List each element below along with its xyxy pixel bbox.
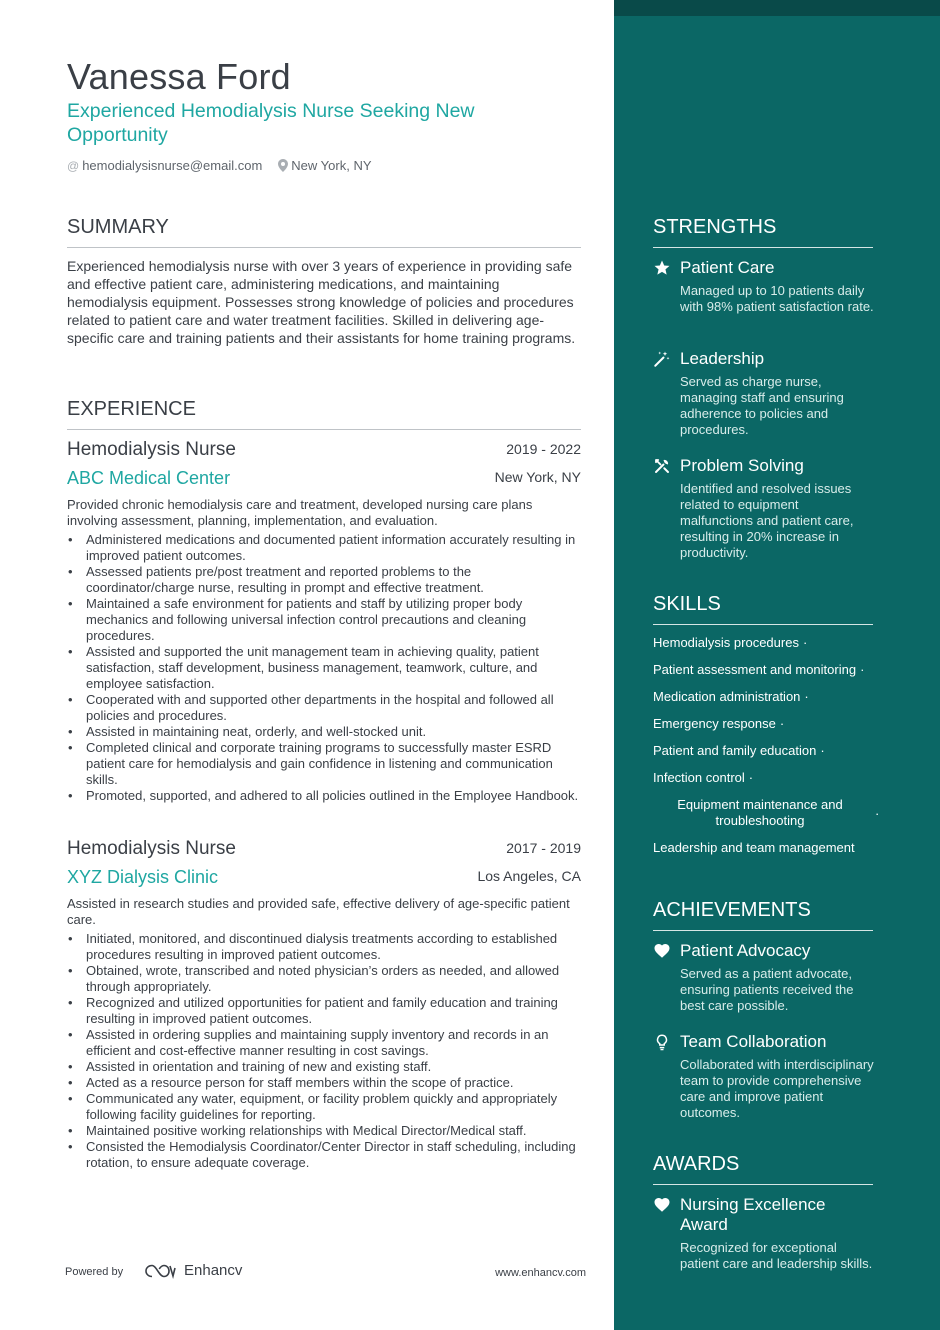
footer-url[interactable]: www.enhancv.com	[495, 1267, 586, 1279]
experience-heading: EXPERIENCE	[67, 398, 581, 430]
strength-desc: Served as charge nurse, managing staff and ensuring adherence to policies and procedures.	[680, 374, 844, 437]
heart-icon	[653, 1196, 671, 1214]
strength-desc: Identified and resolved issues related to equipment malfunctions and patient care, resulting in 20% increase in productivity.	[680, 481, 854, 560]
awards-heading: AWARDS	[653, 1153, 873, 1185]
job-location: Los Angeles, CA	[477, 868, 581, 884]
list-item: • Assisted and supported the unit management team in achieving quality, patient satisfaction, staff development, business management, teamwork, culture, and employee satisfaction.	[67, 644, 581, 692]
summary-heading: SUMMARY	[67, 216, 581, 248]
achievements-heading: ACHIEVEMENTS	[653, 899, 873, 931]
strengths-heading: STRENGTHS	[653, 216, 873, 248]
list-item: • Assisted in ordering supplies and maintaining supply inventory and records in an efficient and cost-effective manner resulting in cost savings.	[67, 1027, 581, 1059]
list-item: • Consisted the Hemodialysis Coordinator/Center Director in staff scheduling, including rotation, to ensure adequate coverage.	[67, 1139, 581, 1171]
achievement-title: Patient Advocacy	[680, 941, 811, 960]
achievement-title: Team Collaboration	[680, 1032, 827, 1051]
skill-item	[653, 689, 809, 704]
sidebar-top-band	[614, 0, 940, 16]
skill-item: Equipment maintenance and troubleshooting	[677, 797, 843, 828]
skill-item	[653, 743, 825, 758]
list-item: • Assisted in maintaining neat, orderly, and well-stocked unit.	[67, 724, 581, 740]
skill-label: Patient assessment and monitoring	[653, 662, 857, 677]
map-pin-icon	[278, 159, 288, 172]
job-dates: 2017 - 2019	[506, 840, 581, 856]
job-company: ABC Medical Center	[67, 468, 231, 488]
skill-separator: ·	[804, 689, 809, 704]
location	[278, 158, 371, 173]
job-role: Hemodialysis Nurse	[67, 439, 236, 460]
job-description: Assisted in research studies and provided safe, effective delivery of age-specific patient care.	[67, 896, 570, 927]
strength-title: Leadership	[680, 349, 765, 368]
skill-separator: ·	[802, 635, 808, 650]
list-item: • Acted as a resource person for staff members within the scope of practice.	[67, 1075, 581, 1091]
skill-separator: ·	[820, 743, 825, 758]
skill-item	[653, 635, 807, 650]
skill-separator: ·	[860, 662, 865, 677]
job-bullets	[67, 532, 581, 804]
list-item: • Assisted in orientation and training of new and existing staff.	[67, 1059, 581, 1075]
lightbulb-icon	[653, 1033, 671, 1051]
list-item: • Communicated any water, equipment, or facility problem quickly and appropriately following facility guidelines for reporting.	[67, 1091, 581, 1123]
magic-wand-icon	[653, 350, 671, 368]
achievement-desc: Served as a patient advocate, ensuring patients received the best care possible.	[680, 966, 854, 1013]
skill-label: Medication administration	[653, 689, 801, 704]
list-item: • Maintained a safe environment for patients and staff by utilizing proper body mechanics and following universal infection control precautions and cleaning procedures.	[67, 596, 581, 644]
skill-label: Infection control	[653, 770, 745, 785]
job-company: XYZ Dialysis Clinic	[67, 867, 219, 887]
powered-by-label: Powered by	[65, 1266, 124, 1278]
skill-separator: ·	[748, 770, 754, 785]
skill-item	[653, 716, 784, 731]
strength-title: Patient Care	[680, 258, 775, 277]
list-item: • Maintained positive working relationships with Medical Director/Medical staff.	[67, 1123, 581, 1139]
skill-label: Emergency response	[653, 716, 776, 731]
job-description: Provided chronic hemodialysis care and treatment, developed nursing care plans involving assessment, planning, implementation, and evaluation.	[67, 497, 533, 528]
enhancv-logo-icon	[144, 1263, 176, 1279]
skill-label: Patient and family education	[653, 743, 817, 758]
email-link[interactable]: hemodialysisnurse@email.com	[82, 158, 263, 173]
skill-separator: ·	[875, 806, 880, 821]
skills-heading: SKILLS	[653, 593, 873, 625]
location-text: New York, NY	[291, 158, 372, 173]
list-item: • Administered medications and documented patient information accurately resulting in improved patient outcomes.	[67, 532, 581, 564]
enhancv-logo[interactable]	[144, 1262, 242, 1279]
star-icon	[653, 259, 671, 277]
list-item: • Assessed patients pre/post treatment and reported problems to the coordinator/charge nurse, resulting in prompt and effective treatment.	[67, 564, 581, 596]
award-desc: Recognized for exceptional patient care and leadership skills.	[680, 1240, 873, 1271]
tools-icon	[653, 457, 671, 475]
award-title: Nursing Excellence Award	[680, 1195, 826, 1234]
strength-title: Problem Solving	[680, 456, 804, 475]
contact-line	[67, 158, 372, 173]
list-item: • Promoted, supported, and adhered to all policies outlined in the Employee Handbook.	[67, 788, 581, 804]
heart-icon	[653, 942, 671, 960]
skill-item	[653, 840, 855, 855]
list-item: • Initiated, monitored, and discontinued dialysis treatments according to established procedures resulting in improved patient outcomes.	[67, 931, 581, 963]
skill-label: Hemodialysis procedures	[653, 635, 799, 650]
candidate-name: Vanessa Ford	[67, 56, 291, 97]
list-item: • Obtained, wrote, transcribed and noted physician’s orders as needed, and allowed through appropriately.	[67, 963, 581, 995]
strength-desc: Managed up to 10 patients daily with 98% patient satisfaction rate.	[680, 283, 874, 314]
achievement-desc: Collaborated with interdisciplinary team to provide comprehensive care and improve patient outcomes.	[680, 1057, 874, 1120]
skill-item	[653, 662, 864, 677]
skill-label: Leadership and team management	[653, 840, 855, 855]
job-bullets	[67, 931, 581, 1171]
job-location: New York, NY	[494, 469, 581, 485]
list-item: • Completed clinical and corporate training programs to successfully master ESRD patient care for hemodialysis and gain confidence in listening and communication skills.	[67, 740, 581, 788]
list-item: • Cooperated with and supported other departments in the hospital and followed all policies and procedures.	[67, 692, 581, 724]
enhancv-brand: Enhancv	[184, 1262, 243, 1279]
summary-text: Experienced hemodialysis nurse with over 3 years of experience in providing safe and effective patient care, administering medications, and maintaining hemodialysis equipment. Possesses strong knowledge of policies and procedures related to patient care and water treatment facilities. Skilled in delivering age-specific care and training patients and their assistants for home training programs.	[67, 258, 576, 346]
list-item: • Recognized and utilized opportunities for patient and family education and training resulting in improved patient outcomes.	[67, 995, 581, 1027]
skill-item	[653, 770, 753, 785]
candidate-title: Experienced Hemodialysis Nurse Seeking New Opportunity	[67, 100, 475, 146]
job-role: Hemodialysis Nurse	[67, 838, 236, 859]
at-icon: @	[67, 158, 80, 173]
job-dates: 2019 - 2022	[506, 441, 581, 457]
skill-separator: ·	[779, 716, 785, 731]
